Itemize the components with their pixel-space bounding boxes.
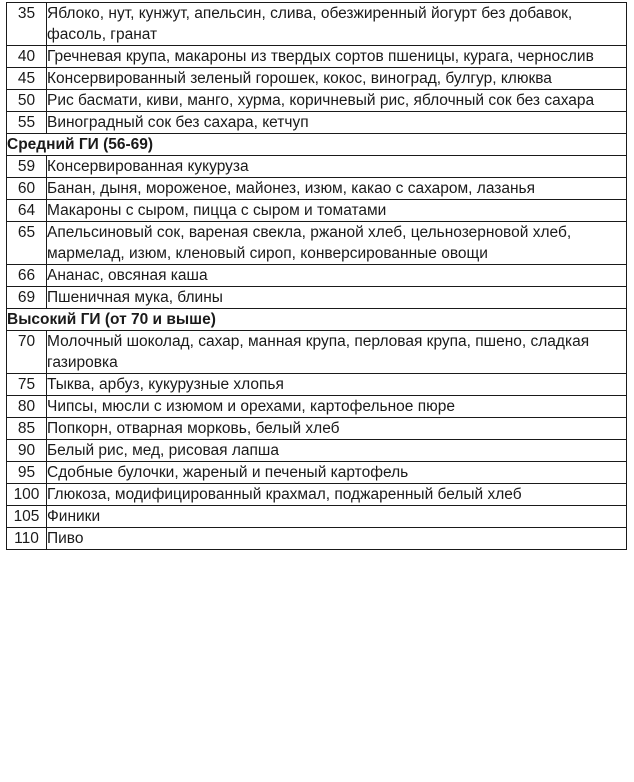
food-list-cell: Ананас, овсяная каша	[47, 265, 627, 287]
gi-value-cell: 59	[7, 156, 47, 178]
gi-value-cell: 70	[7, 331, 47, 374]
gi-value-cell: 90	[7, 440, 47, 462]
table-row	[7, 222, 627, 265]
food-list-cell: Рис басмати, киви, манго, хурма, коричневый рис, яблочный сок без сахара	[47, 90, 627, 112]
table-row	[7, 374, 627, 396]
table-row	[7, 440, 627, 462]
table-row	[7, 506, 627, 528]
food-list-cell: Банан, дыня, мороженое, майонез, изюм, какао с сахаром, лазанья	[47, 178, 627, 200]
section-title: Средний ГИ (56-69)	[7, 134, 627, 156]
gi-value-cell: 110	[7, 528, 47, 550]
table-row	[7, 156, 627, 178]
table-row	[7, 331, 627, 374]
gi-value-cell: 55	[7, 112, 47, 134]
table-row	[7, 484, 627, 506]
table-row	[7, 68, 627, 90]
gi-value-cell: 85	[7, 418, 47, 440]
food-list-cell: Сдобные булочки, жареный и печеный картофель	[47, 462, 627, 484]
food-list-cell: Белый рис, мед, рисовая лапша	[47, 440, 627, 462]
food-list-cell: Пиво	[47, 528, 627, 550]
table-section-header-row	[7, 309, 627, 331]
gi-value-cell: 105	[7, 506, 47, 528]
food-list-cell: Макароны с сыром, пицца с сыром и томатами	[47, 200, 627, 222]
food-list-cell: Гречневая крупа, макароны из твердых сортов пшеницы, курага, чернослив	[47, 46, 627, 68]
food-list-cell: Попкорн, отварная морковь, белый хлеб	[47, 418, 627, 440]
gi-value-cell: 75	[7, 374, 47, 396]
section-title: Высокий ГИ (от 70 и выше)	[7, 309, 627, 331]
table-row	[7, 112, 627, 134]
table-row	[7, 178, 627, 200]
glycemic-index-table	[6, 2, 627, 550]
gi-value-cell: 50	[7, 90, 47, 112]
table-row	[7, 265, 627, 287]
table-body	[7, 3, 627, 550]
table-row	[7, 396, 627, 418]
table-row	[7, 46, 627, 68]
table-row	[7, 287, 627, 309]
food-list-cell: Апельсиновый сок, вареная свекла, ржаной хлеб, цельнозерновой хлеб, мармелад, изюм, кленовый сироп, конверсированные овощи	[47, 222, 627, 265]
food-list-cell: Пшеничная мука, блины	[47, 287, 627, 309]
table-row	[7, 528, 627, 550]
gi-value-cell: 35	[7, 3, 47, 46]
gi-value-cell: 40	[7, 46, 47, 68]
food-list-cell: Чипсы, мюсли с изюмом и орехами, картофельное пюре	[47, 396, 627, 418]
gi-value-cell: 69	[7, 287, 47, 309]
gi-value-cell: 64	[7, 200, 47, 222]
table-row	[7, 462, 627, 484]
gi-value-cell: 45	[7, 68, 47, 90]
gi-value-cell: 60	[7, 178, 47, 200]
food-list-cell: Виноградный сок без сахара, кетчуп	[47, 112, 627, 134]
food-list-cell: Консервированный зеленый горошек, кокос, виноград, булгур, клюква	[47, 68, 627, 90]
gi-value-cell: 80	[7, 396, 47, 418]
table-section-header-row	[7, 134, 627, 156]
food-list-cell: Финики	[47, 506, 627, 528]
table-row	[7, 418, 627, 440]
gi-value-cell: 95	[7, 462, 47, 484]
table-row	[7, 3, 627, 46]
table-row	[7, 90, 627, 112]
gi-value-cell: 100	[7, 484, 47, 506]
food-list-cell: Консервированная кукуруза	[47, 156, 627, 178]
food-list-cell: Яблоко, нут, кунжут, апельсин, слива, обезжиренный йогурт без добавок, фасоль, гранат	[47, 3, 627, 46]
food-list-cell: Тыква, арбуз, кукурузные хлопья	[47, 374, 627, 396]
food-list-cell: Молочный шоколад, сахар, манная крупа, перловая крупа, пшено, сладкая газировка	[47, 331, 627, 374]
food-list-cell: Глюкоза, модифицированный крахмал, поджаренный белый хлеб	[47, 484, 627, 506]
gi-value-cell: 66	[7, 265, 47, 287]
gi-value-cell: 65	[7, 222, 47, 265]
table-row	[7, 200, 627, 222]
